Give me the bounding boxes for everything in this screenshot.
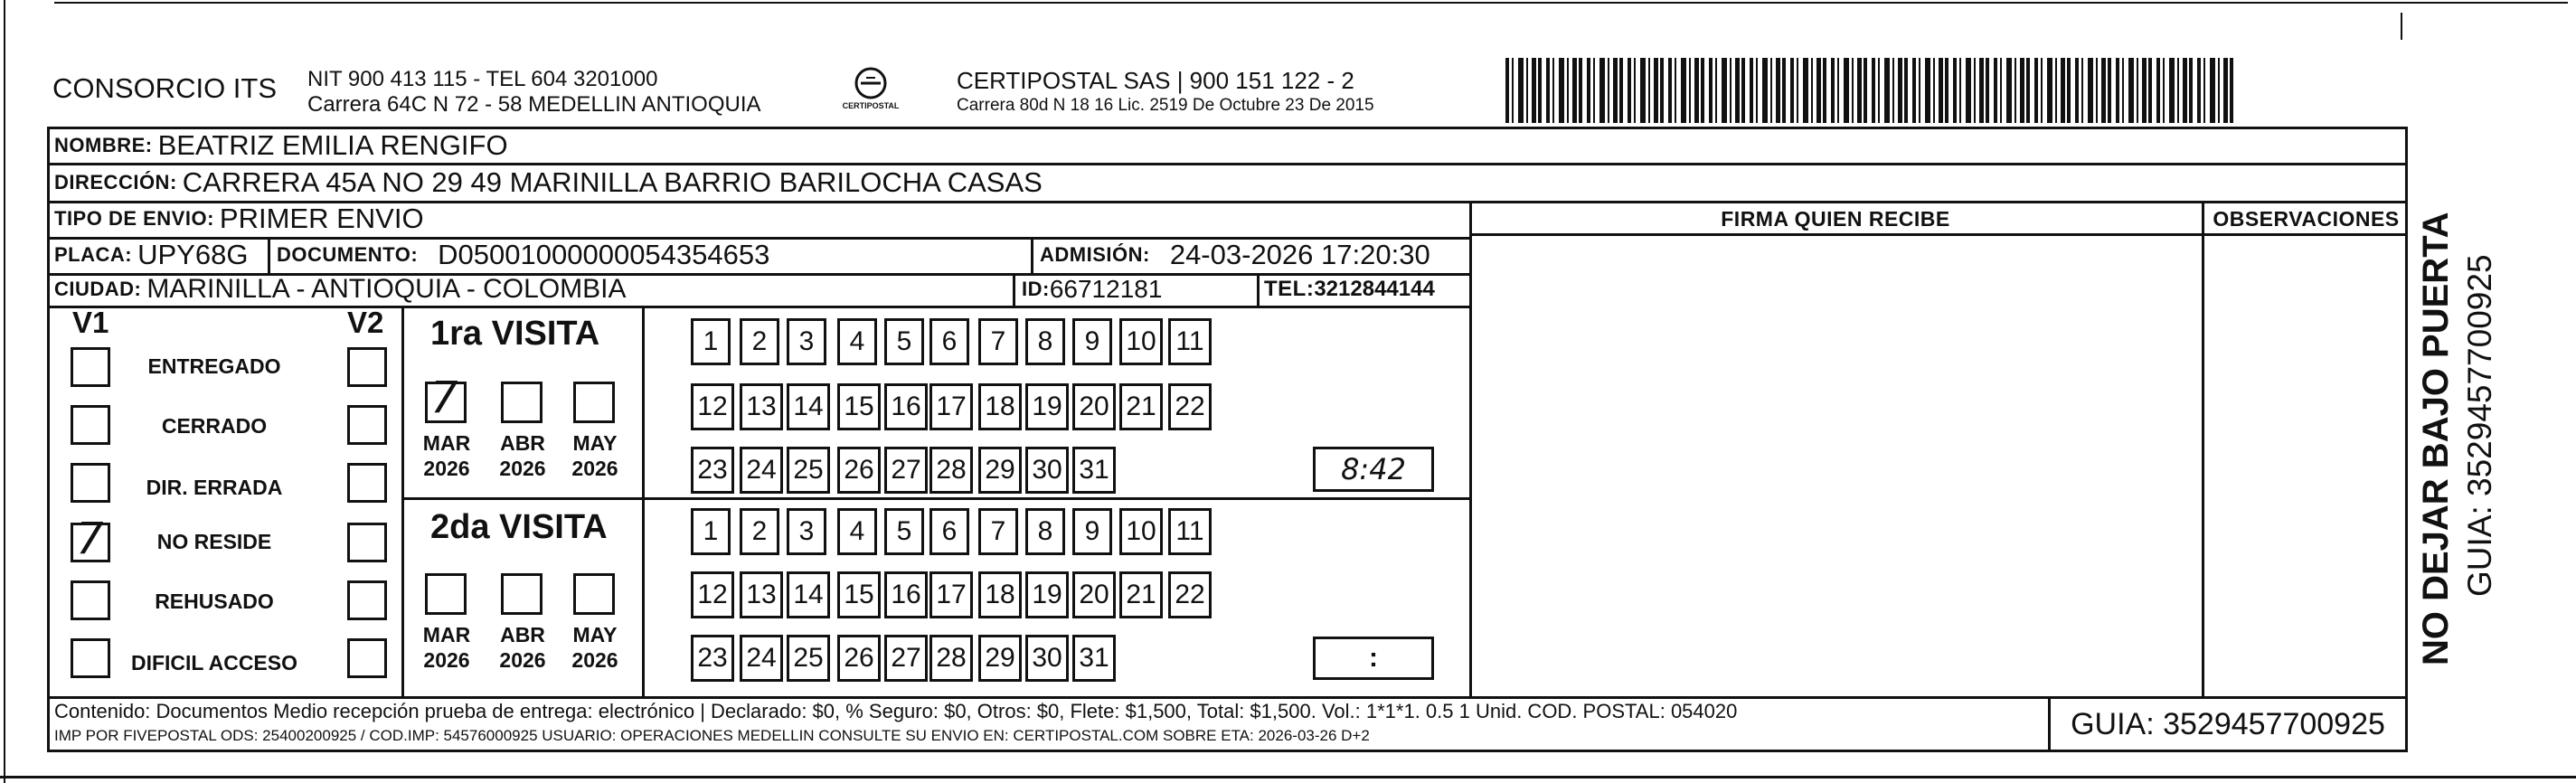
second-visit-day-8[interactable]: 8 [1025,508,1065,555]
second-visit-day-2[interactable]: 2 [740,508,779,555]
vertical-warning: NO DEJAR BAJO PUERTA [2416,212,2456,665]
ciudad-label: CIUDAD: [54,278,142,300]
logo-text: CERTIPOSTAL [842,101,900,110]
first-visit-abr-checkbox[interactable] [501,382,543,423]
second-visit-day-21[interactable]: 21 [1119,571,1163,618]
second-visit-day-7[interactable]: 7 [978,508,1018,555]
second-visit-day-22[interactable]: 22 [1168,571,1212,618]
second-visit-day-1[interactable]: 1 [691,508,731,555]
first-visit-day-21[interactable]: 21 [1119,383,1163,430]
second-visit-day-3[interactable]: 3 [787,508,826,555]
footer-contenido: Contenido: Documentos Medio recepción prueba de entrega: electrónico | Declarado: $0, % Seguro: $0, Otros: $0, Flete: $1,500, Total: $1,500. Vol.: 1*1*1. 0.5 1 Unid. COD. POSTAL: 054020 [54,700,1738,722]
certipostal-logo [839,63,902,118]
observaciones-label: OBSERVACIONES [2213,207,2400,231]
second-visit-day-14[interactable]: 14 [787,571,830,618]
second-visit-abr-label: ABR 2026 [499,623,546,672]
first-visit-day-8[interactable]: 8 [1025,318,1065,365]
month-col-right-border [642,306,645,698]
tipo-envio-row [54,201,424,237]
v2-entregado-checkbox[interactable] [347,347,387,387]
first-visit-mar-mark: 7 [430,373,458,423]
v2-dir-errada-checkbox[interactable] [347,463,387,503]
documento-label: DOCUMENTO: [277,243,419,266]
first-visit-day-9[interactable]: 9 [1072,318,1112,365]
firma-label: FIRMA QUIEN RECIBE [1721,207,1950,231]
first-visit-day-12[interactable]: 12 [691,383,734,430]
second-visit-day-18[interactable]: 18 [978,571,1022,618]
first-visit-time-field[interactable]: 8:42 [1313,447,1434,492]
second-visit-day-25[interactable]: 25 [787,635,830,682]
nombre-value: BEATRIZ EMILIA RENGIFO [157,129,508,161]
first-visit-abr-label: ABR 2026 [499,431,546,480]
v2-dificil-acceso-checkbox[interactable] [347,638,387,678]
first-visit-day-19[interactable]: 19 [1025,383,1069,430]
admision-label: ADMISIÓN: [1040,243,1150,266]
v1-dificil-acceso-checkbox[interactable] [71,638,110,678]
v1-rehusado-checkbox[interactable] [71,580,110,620]
v1-dir-errada-checkbox[interactable] [71,463,110,503]
second-visit-day-16[interactable]: 16 [884,571,928,618]
status-dificil-acceso-label: DIFICIL ACCESO [130,651,297,675]
company-name: CONSORCIO ITS [52,72,278,104]
company-nit: NIT 900 413 115 - TEL 604 3201000 [307,67,658,91]
second-visit-day-15[interactable]: 15 [837,571,881,618]
first-visit-day-28[interactable]: 28 [929,447,973,494]
documento-field [277,237,769,273]
row-divider-5 [47,306,1471,308]
first-visit-day-7[interactable]: 7 [978,318,1018,365]
first-visit-day-30[interactable]: 30 [1025,447,1069,494]
first-visit-day-25[interactable]: 25 [787,447,830,494]
tel-label: TEL: [1264,277,1315,301]
status-cerrado-label: CERRADO [161,414,268,438]
second-visit-day-30[interactable]: 30 [1025,635,1069,682]
first-visit-mar-label: MAR 2026 [422,431,471,480]
v2-rehusado-checkbox[interactable] [347,580,387,620]
second-visit-day-23[interactable]: 23 [691,635,734,682]
footer-imp: IMP POR FIVEPOSTAL ODS: 25400200925 / COD.IMP: 54576000925 USUARIO: OPERACIONES MEDELLIN CONSULTE SU ENVIO EN: CERTIPOSTAL.COM SOBRE ETA: 2026-03-26 D+2 [54,727,1370,744]
first-visit-day-2[interactable]: 2 [740,318,779,365]
status-entregado-label: ENTREGADO [147,354,281,378]
firma-left-border [1469,201,1472,698]
second-visit-day-29[interactable]: 29 [978,635,1022,682]
status-right-border [401,306,404,698]
v2-cerrado-checkbox[interactable] [347,405,387,445]
second-visit-may-checkbox[interactable] [573,573,615,615]
first-visit-day-4[interactable]: 4 [837,318,877,365]
observaciones-area[interactable] [2206,237,2405,694]
tipo-envio-label: TIPO DE ENVIO: [54,207,214,230]
first-visit-day-11[interactable]: 11 [1168,318,1212,365]
observaciones-left-border [2202,201,2204,698]
company-address: Carrera 64C N 72 - 58 MEDELLIN ANTIOQUIA [307,92,761,117]
firma-area[interactable] [1474,237,2200,694]
v1-cerrado-checkbox[interactable] [71,405,110,445]
left-edge-line [4,0,5,783]
second-visit-day-9[interactable]: 9 [1072,508,1112,555]
admision-value: 24-03-2026 17:20:30 [1169,239,1430,270]
nombre-label: NOMBRE: [54,134,153,156]
certipostal-license: Carrera 80d N 18 16 Lic. 2519 De Octubre 23 De 2015 [957,96,1374,115]
first-visit-day-29[interactable]: 29 [978,447,1022,494]
tel-divider [1257,273,1260,306]
second-visit-day-26[interactable]: 26 [837,635,881,682]
second-visit-day-5[interactable]: 5 [884,508,924,555]
direccion-value: CARRERA 45A NO 29 49 MARINILLA BARRIO BARILOCHA CASAS [182,166,1043,198]
first-visit-title: 1ra VISITA [430,315,600,353]
admision-field [1040,237,1430,273]
first-visit-day-15[interactable]: 15 [837,383,881,430]
second-visit-day-28[interactable]: 28 [929,635,973,682]
v1-no-reside-checkmark: 7 [76,514,104,564]
id-divider [1013,273,1015,306]
second-visit-day-27[interactable]: 27 [884,635,928,682]
placa-field [54,237,248,273]
second-visit-title: 2da VISITA [430,508,608,546]
ciudad-field [54,273,627,306]
v2-no-reside-checkbox[interactable] [347,523,387,562]
bottom-edge-line [0,776,2576,778]
first-visit-day-3[interactable]: 3 [787,318,826,365]
admision-divider [1031,237,1033,273]
first-visit-day-6[interactable]: 6 [929,318,969,365]
footer-guia: GUIA: 3529457700925 [2071,707,2385,741]
placa-label: PLACA: [54,243,133,266]
first-visit-may-label: MAY 2026 [571,431,618,480]
tel-field [1264,273,1435,306]
first-visit-day-14[interactable]: 14 [787,383,830,430]
first-visit-day-5[interactable]: 5 [884,318,924,365]
id-label: ID: [1022,278,1050,300]
id-value: 66712181 [1049,275,1163,303]
second-visit-abr-checkbox[interactable] [501,573,543,615]
first-visit-day-31[interactable]: 31 [1072,447,1116,494]
id-field [1022,273,1162,306]
placa-value: UPY68G [137,239,249,270]
visit-divider [401,497,1469,500]
status-no-reside-label: NO RESIDE [156,530,272,553]
status-dir-errada-label: DIR. ERRADA [146,476,283,499]
row-divider-right [1469,233,2408,236]
certipostal-name: CERTIPOSTAL SAS | 900 151 122 - 2 [957,67,1354,94]
top-edge-line [54,2,2568,4]
second-visit-day-17[interactable]: 17 [929,571,973,618]
second-visit-day-20[interactable]: 20 [1072,571,1116,618]
nombre-row [54,127,508,165]
first-visit-day-27[interactable]: 27 [884,447,928,494]
first-visit-day-22[interactable]: 22 [1168,383,1212,430]
v2-label: V2 [347,306,384,339]
first-visit-day-16[interactable]: 16 [884,383,928,430]
second-visit-day-24[interactable]: 24 [740,635,783,682]
second-visit-may-label: MAY 2026 [571,623,618,672]
direccion-label: DIRECCIÓN: [54,171,177,193]
documento-value: D05001000000054354653 [438,239,770,270]
v1-entregado-checkbox[interactable] [71,347,110,387]
second-visit-mar-checkbox[interactable] [425,573,467,615]
second-visit-day-11[interactable]: 11 [1168,508,1212,555]
tipo-envio-value: PRIMER ENVIO [219,203,424,234]
ciudad-value: MARINILLA - ANTIOQUIA - COLOMBIA [146,274,627,304]
first-visit-day-13[interactable]: 13 [740,383,783,430]
first-visit-day-24[interactable]: 24 [740,447,783,494]
second-visit-day-4[interactable]: 4 [837,508,877,555]
first-visit-day-23[interactable]: 23 [691,447,734,494]
second-visit-day-31[interactable]: 31 [1072,635,1116,682]
second-visit-day-12[interactable]: 12 [691,571,734,618]
tel-value: 3212844144 [1314,277,1435,301]
first-visit-may-checkbox[interactable] [573,382,615,423]
barcode [1505,58,2236,123]
vertical-guia: GUIA: 3529457700925 [2461,254,2498,597]
status-rehusado-label: REHUSADO [155,590,274,613]
second-visit-day-10[interactable]: 10 [1119,508,1163,555]
first-visit-day-26[interactable]: 26 [837,447,881,494]
placa-divider [268,237,270,273]
first-visit-day-20[interactable]: 20 [1072,383,1116,430]
second-visit-day-19[interactable]: 19 [1025,571,1069,618]
v1-label: V1 [72,306,109,339]
second-visit-day-13[interactable]: 13 [740,571,783,618]
first-visit-day-1[interactable]: 1 [691,318,731,365]
first-visit-day-18[interactable]: 18 [978,383,1022,430]
first-visit-day-17[interactable]: 17 [929,383,973,430]
direccion-row [54,164,1043,202]
first-visit-day-10[interactable]: 10 [1119,318,1163,365]
tear-mark [2401,13,2402,40]
second-visit-day-6[interactable]: 6 [929,508,969,555]
second-visit-time-field[interactable]: : [1313,637,1434,680]
second-visit-mar-label: MAR 2026 [422,623,471,672]
